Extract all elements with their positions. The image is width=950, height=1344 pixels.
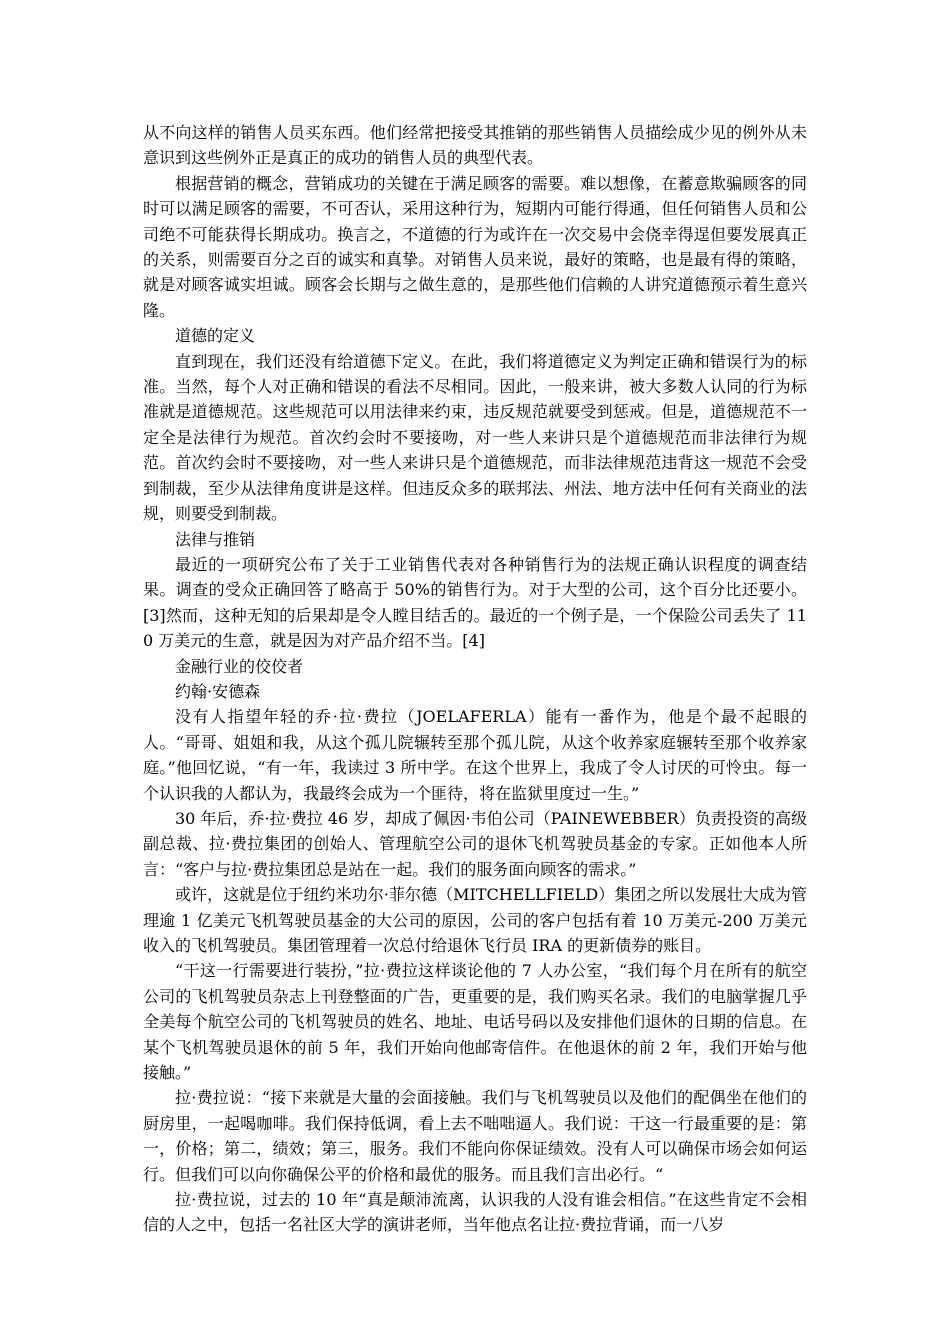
section-heading-law-and-selling: 法律与推销 (175, 529, 256, 549)
paragraph-law-study: 最近的一项研究公布了关于工业销售代表对各种销售行为的法规正确认识程度的调查结果。调查的受众正确回答了略高于 50%的销售行为。对于大型的公司，这个百分比还要小。[3]然而，这种无知的后果却是令人瞠目结舌的。最近的一个例子是，一个保险公司丢失了 110 万美元的生意，就是因为对产品介绍不当。[4] (143, 554, 807, 651)
section-heading-finance-leader: 金融行业的佼佼者 (175, 656, 304, 676)
paragraph-laferla-career: 30 年后，乔·拉·费拉 46 岁，却成了佩因·韦伯公司（PAINEWEBBER）负责投资的高级副总裁、拉·费拉集团的创始人、管理航空公司的退休飞机驾驶员基金的专家。正如他本人所言：“客户与拉·费拉集团总是站在一起。我们的服务面向顾客的需求。” (143, 808, 807, 879)
paragraph-past-decade: 拉·费拉说，过去的 10 年“真是颠沛流离，认识我的人没有谁会相信。”在这些肯定不会相信的人之中，包括一名社区大学的演讲老师，当年他点名让拉·费拉背诵，而一八岁 (143, 1190, 807, 1235)
paragraph-laferla-childhood: 没有人指望年轻的乔·拉·费拉（JOELAFERLA）能有一番作为，他是个最不起眼的人。“哥哥、姐姐和我，从这个孤儿院辗转至那个孤儿院，从这个收养家庭辗转至那个收养家庭。”他回忆说，“有一年，我读过 3 所中学。在这个世界上，我成了令人讨厌的可怜虫。每一个认识我的人都认为，我最终会成为一个匪待，将在监狱里度过一生。” (143, 707, 807, 803)
paragraph-mitchellfield: 或许，这就是位于纽约米功尔·菲尔德（MITCHELLFIELD）集团之所以发展壮大成为管理逾 1 亿美元飞机驾驶员基金的大公司的原因，公司的客户包括有着 10 万美元-200 万美元收入的飞机驾驶员。集团管理着一次总付给退休飞行员 IRA 的更新债券的账目。 (143, 885, 807, 955)
paragraph-meetings: 拉·费拉说：“接下来就是大量的会面接触。我们与飞机驾驶员以及他们的配偶坐在他们的厨房里，一起喝咖啡。我们保持低调，看上去不咄咄逼人。我们说：干这一行最重要的是：第一，价格；第二，绩效；第三，服务。我们不能向你保证绩效。没有人可以确保市场会如何运行。但我们可以向你确保公平的价格和最优的服务。而且我们言出必行。“ (143, 1088, 807, 1184)
section-heading-ethics-definition: 道德的定义 (175, 326, 256, 346)
paragraph-marketing-concept: 根据营销的概念，营销成功的关键在于满足顾客的需要。难以想像，在蓄意欺骗顾客的同时可以满足顾客的需要，不可否认，采用这种行为，短期内可能行得通，但任何销售人员和公司绝不可能获得长期成功。换言之，不道德的行为或许在一次交易中会侥幸得逞但要发展真正的关系，则需要百分之百的诚实和真挚。对销售人员来说，最好的策略，也是最有得的策略，就是对顾客诚实坦诚。顾客会长期与之做生意的，是那些他们信赖的人讲究道德预示着生意兴隆。 (143, 173, 807, 320)
author-name: 约翰·安德森 (175, 681, 261, 701)
document-page (143, 120, 807, 1238)
paragraph-continuation: 从不向这样的销售人员买东西。他们经常把接受其推销的那些销售人员描绘成少见的例外从未意识到这些例外正是真正的成功的销售人员的典型代表。 (143, 123, 807, 168)
paragraph-ethics-definition: 直到现在，我们还没有给道德下定义。在此，我们将道德定义为判定正确和错误行为的标准。当然，每个人对正确和错误的看法不尽相同。因此，一般来讲，被大多数人认同的行为标准就是道德规范。这些规范可以用法律来约束，违反规范就要受到惩戒。但是，道德规范不一定全是法律行为规范。首次约会时不要接吻，对一些人来讲只是个道德规范而非法律行为规范。首次约会时不要接吻，对一些人来讲只是个道德规范，而非法律规范违背这一规范不会受到制裁，至少从法律角度讲是这样。但违反众多的联邦法、州法、地方法中任何有关商业的法规，则要受到制裁。 (143, 351, 807, 524)
paragraph-office-practice: “干这一行需要进行装扮，”拉·费拉这样谈论他的 7 人办公室，“我们每个月在所有的航空公司的飞机驾驶员杂志上刊登整面的广告，更重要的是，我们购买名录。我们的电脑掌握几乎全美每个航空公司的飞机驾驶员的姓名、地址、电话号码以及安排他们退休的日期的信息。在某个飞机驾驶员退休的前 5 年，我们开始向他邮寄信件。在他退休的前 2 年，我们开始与他接触。” (143, 961, 807, 1083)
